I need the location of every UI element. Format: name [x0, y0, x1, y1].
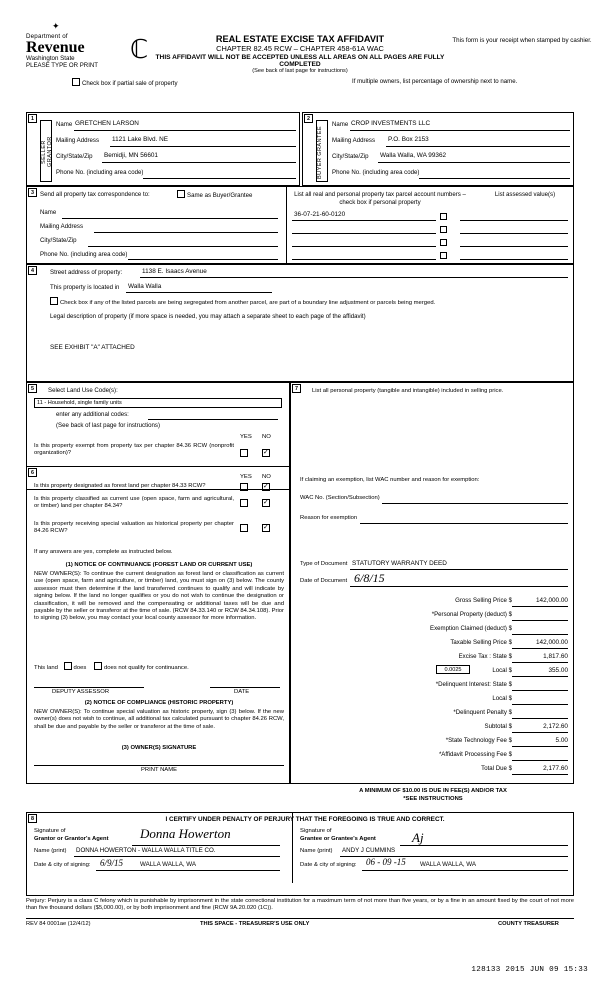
same-as-buyer-row[interactable] [177, 190, 252, 199]
does-label: does [73, 665, 87, 671]
m-rule-5 [512, 676, 568, 677]
excise-tax-local-label: Local $ [492, 667, 512, 674]
affidavit-processing-fee-label: *Affidavit Processing Fee $ [438, 751, 512, 758]
s5-no-label: NO [262, 434, 271, 440]
seller-side-label: SELLER GRANTOR [41, 136, 53, 168]
section-8-number: 8 [28, 814, 37, 823]
title-line-1: REAL ESTATE EXCISE TAX AFFIDAVIT [215, 34, 385, 44]
street-address-label: Street address of property: [50, 269, 123, 276]
send-correspondence-label: Send all property tax correspondence to: [40, 191, 150, 198]
grantee-city-value[interactable]: WALLA WALLA, WA [420, 861, 477, 868]
reason-label: Reason for exemption [300, 515, 358, 521]
located-in-value[interactable]: Walla Walla [128, 283, 162, 290]
gross-selling-price-value[interactable]: 142,000.00 [536, 597, 568, 604]
grantee-signature[interactable]: Aj [412, 830, 424, 845]
buyer-name-label: Name [332, 121, 349, 128]
parcel-rule-1 [292, 233, 436, 234]
see-instructions-note: *SEE INSTRUCTIONS [403, 796, 463, 802]
grantor-sig-label: Signature of [34, 828, 66, 834]
parcel-number-0[interactable]: 36-07-21-60-0120 [294, 211, 346, 218]
historic-question: Is this property receiving special valuation as historical property per chapter 84.26 RCW? [34, 521, 234, 535]
seller-citystate-label: City/State/Zip [56, 153, 93, 160]
see-back-label: (See back of last page for instructions) [56, 422, 160, 429]
m-rule-8 [512, 718, 568, 719]
assessed-rule-0 [460, 220, 568, 221]
buyer-citystate-label: City/State/Zip [332, 153, 369, 160]
s3-phone-rule [128, 259, 278, 260]
buyer-name-rule [350, 130, 570, 131]
doc-type-rule [350, 569, 568, 570]
s6-no-label: NO [262, 474, 271, 480]
grantee-date-value[interactable]: 06 - 09 -15 [366, 857, 406, 867]
receipt-note: This form is your receipt when stamped by cashier. [452, 37, 592, 44]
section-3-number: 3 [28, 188, 37, 197]
segregated-label: Check box if any of the listed parcels are being segregated from another parcel, are part of a boundary line adjustment or parcels being merged. [60, 300, 436, 306]
doc-date-value[interactable]: 6/8/15 [354, 571, 385, 585]
s3-name-label: Name [40, 209, 57, 216]
footer-rule [26, 918, 574, 919]
m-rule-9 [512, 732, 568, 733]
section-1-number: 1 [28, 114, 37, 123]
title-line-4: (See back of last page for instructions) [252, 68, 348, 74]
s3-mailing-rule [94, 232, 278, 233]
if-any-yes-note: If any answers are yes, complete as instructed below. [34, 549, 173, 555]
sec3-divider [286, 187, 287, 263]
segregated-checkbox[interactable] [50, 297, 58, 305]
perjury-note [26, 898, 574, 913]
section-6-box [26, 466, 290, 784]
does-not-label: does not qualify for continuance. [103, 665, 189, 671]
located-in-label: This property is located in [50, 284, 120, 291]
buyer-mailing-value[interactable]: P.O. Box 2153 [388, 136, 429, 143]
section-5-number: 5 [28, 384, 37, 393]
seller-phone-label: Phone No. (including area code) [56, 169, 144, 176]
segregated-row[interactable] [50, 297, 560, 306]
revision-label: REV 84 0001ae (12/4/12) [26, 921, 91, 927]
grantee-sig-rule [400, 845, 568, 846]
buyer-side-label: BUYER GRANTEE [317, 125, 323, 179]
s6-yes-label: YES [240, 474, 252, 480]
street-rule [140, 277, 568, 278]
seller-name-label: Name [56, 121, 73, 128]
s5-yes-label: YES [240, 434, 252, 440]
m-rule-0 [512, 606, 568, 607]
section-6-number: 6 [28, 468, 37, 477]
forest-land-question: Is this property designated as forest land per chapter 84.33 RCW? [34, 483, 206, 489]
grantor-date-rule [96, 870, 280, 871]
doc-date-label: Date of Document [300, 578, 348, 584]
assessor-date-rule[interactable] [210, 687, 280, 688]
land-use-code-select[interactable]: 11 - Household, single family units [34, 398, 282, 408]
grantor-name-value[interactable]: DONNA HOWERTON - WALLA WALLA TITLE CO. [76, 847, 216, 854]
grantee-name-label: Name (print) [300, 848, 333, 854]
forest-land-no-checkbox[interactable] [262, 483, 270, 491]
local-rate-value[interactable]: 0.0025 [436, 665, 470, 674]
personal-property-checkbox-3[interactable] [440, 252, 447, 259]
doc-date-rule [350, 586, 568, 587]
assessor-date-label: DATE [234, 689, 250, 695]
seller-citystate-rule [102, 162, 296, 163]
reason-rule[interactable] [360, 523, 568, 524]
grantee-sig-who: Grantee or Grantee's Agent [300, 836, 376, 842]
deputy-assessor-rule[interactable] [34, 687, 144, 688]
grantor-date-value[interactable]: 6/9/15 [100, 858, 124, 868]
assessed-rule-2 [460, 246, 568, 247]
continuance-heading: (1) NOTICE OF CONTINUANCE (FOREST LAND OR CURRENT USE) [65, 562, 253, 568]
buyer-citystate-value[interactable]: Walla Walla, WA 99362 [380, 152, 447, 159]
minimum-due-note: A MINIMUM OF $10.00 IS DUE IN FEE(S) AND/OR TAX [359, 788, 507, 794]
title-line-2: CHAPTER 82.45 RCW – CHAPTER 458-61A WAC [216, 44, 384, 53]
partial-sale-row[interactable] [72, 78, 178, 87]
additional-codes-rule [148, 419, 278, 420]
personal-property-checkbox-2[interactable] [440, 239, 447, 246]
historic-no-checkbox[interactable] [262, 524, 270, 532]
this-land-label: This land [34, 665, 58, 671]
total-due-value[interactable]: 2,177.60 [543, 765, 568, 772]
exempt-yes-checkbox[interactable] [240, 449, 248, 457]
s3-citystate-label: City/State/Zip [40, 237, 77, 244]
section-4-box [26, 264, 574, 382]
state-label: Washington State [26, 55, 75, 62]
seller-name-rule [74, 130, 296, 131]
m-rule-11 [512, 760, 568, 761]
wac-number-label: WAC No. (Section/Subsection) [300, 495, 380, 501]
land-use-title: Select Land Use Code(s): [48, 387, 118, 394]
buyer-phone-label: Phone No. (including area code) [332, 169, 420, 176]
title-line-3: THIS AFFIDAVIT WILL NOT BE ACCEPTED UNLESS ALL AREAS ON ALL PAGES ARE FULLY COMPLETED [155, 54, 445, 68]
delinquent-interest-state-label: *Delinquent Interest: State $ [435, 681, 512, 688]
grantor-date-label: Date & city of signing: [34, 862, 91, 868]
excise-tax-local-value[interactable]: 355.00 [548, 667, 568, 674]
parcel-rule-0 [292, 220, 436, 221]
continuance-paragraph: NEW OWNER(S): To continue the current designation as forest land or classification as current use (open space, farm and agriculture, or timber) land, you must sign on (3) below. The county assessor must then determine if the land transferred continues to qualify and will indicate by signing below. If the land no longer qualifies or you do not wish to continue the designation or classification, it will be removed and the compensating or additional taxes will be due and payable by the seller or transferor at the time of sale. (RCW 84.33.140 or RCW 84.34.108). Prior to signing (3) below, you may contact your local county assessor for more information. [34, 571, 284, 622]
m-rule-1 [512, 620, 568, 621]
excise-tax-state-value[interactable]: 1,817.60 [543, 653, 568, 660]
county-treasurer-label: COUNTY TREASURER [498, 921, 559, 927]
dept-label: Department of [26, 33, 68, 40]
compliance-paragraph: NEW OWNER(S): To continue special valuation as historic property, sign (3) below. If the new owner(s) does not wish to continue, all additional tax calculated pursuant to chapter 84.26 RCW, shall be due and payable by the seller or transferor at the time of sale. [34, 709, 284, 730]
seller-name-value[interactable]: GRETCHEN LARSON [75, 120, 139, 127]
grantee-date-label: Date & city of signing: [300, 862, 357, 868]
subtotal-value[interactable]: 2,172.60 [543, 723, 568, 730]
s3-citystate-rule [88, 246, 278, 247]
parcel-rule-3 [292, 259, 436, 260]
doc-type-value[interactable]: STATUTORY WARRANTY DEED [352, 560, 447, 567]
m-rule-6 [512, 690, 568, 691]
assessed-rule-1 [460, 233, 568, 234]
legal-description-value[interactable]: SEE EXHIBIT "A" ATTACHED [50, 344, 135, 351]
doc-type-label: Type of Document [300, 561, 348, 567]
state-technology-fee-value[interactable]: 5.00 [555, 737, 568, 744]
grantee-date-rule [362, 870, 568, 871]
treasurer-stamp: 128133 2015 JUN 09 15:33 [471, 966, 588, 974]
exemption-claim-label: If claiming an exemption, list WAC number and reason for exemption: [300, 477, 480, 483]
grantor-sig-who: Grantor or Grantor's Agent [34, 836, 109, 842]
partial-sale-checkbox[interactable] [72, 78, 80, 86]
street-address-value[interactable]: 1138 E. Isaacs Avenue [142, 268, 207, 275]
grantor-name-rule [74, 856, 280, 857]
seller-mailing-value[interactable]: 1121 Lake Blvd. NE [112, 136, 169, 143]
taxable-selling-price-label: Taxable Selling Price $ [450, 639, 512, 646]
does-not-qualify-checkbox[interactable] [94, 662, 102, 670]
swirl-icon: ℂ [130, 35, 149, 64]
deputy-assessor-label: DEPUTY ASSESSOR [52, 689, 110, 695]
buyer-mailing-label: Mailing Address [332, 137, 376, 144]
located-rule [126, 292, 272, 293]
assessed-rule-3 [460, 259, 568, 260]
this-land-row[interactable] [34, 662, 189, 671]
parcel-numbers-header: List all real and personal property tax parcel account numbers – check box if personal property [294, 191, 466, 206]
grantor-signature[interactable]: Donna Howerton [140, 826, 231, 841]
buyer-phone-rule [419, 178, 570, 179]
s3-mailing-label: Mailing Address [40, 223, 84, 230]
form-title [150, 34, 450, 74]
grantor-sig-rule [132, 845, 280, 846]
personal-property-deduct-label: *Personal Property (deduct) $ [431, 611, 512, 618]
m-rule-2 [512, 634, 568, 635]
s3-name-rule [62, 218, 278, 219]
section-4-number: 4 [28, 266, 37, 275]
type-or-print-label: PLEASE TYPE OR PRINT [26, 62, 99, 69]
personal-property-checkbox-0[interactable] [440, 213, 447, 220]
excise-tax-state-label: Excise Tax : State $ [458, 653, 512, 660]
s3-phone-label: Phone No. (including area code) [40, 251, 128, 258]
section-2-number: 2 [304, 114, 313, 123]
revenue-label: Revenue [26, 39, 85, 56]
sec8-divider [292, 813, 293, 883]
buyer-name-value[interactable]: CROP INVESTMENTS LLC [351, 120, 431, 127]
current-use-question: Is this property classified as current use (open space, farm and agricultural, or timber) land per chapter 84.34? [34, 496, 234, 510]
gross-selling-price-label: Gross Selling Price $ [455, 597, 512, 604]
assessed-values-header: List assessed value(s) [494, 191, 556, 198]
current-use-no-checkbox[interactable] [262, 499, 270, 507]
partial-sale-label: Check box if partial sale of property [82, 80, 178, 87]
same-as-buyer-label: Same as Buyer/Grantee [187, 192, 253, 199]
delinquent-interest-local-label: Local $ [492, 695, 512, 702]
perjury-text: Perjury: Perjury is a class C felony which is punishable by imprisonment in the state correctional institution for a maximum term of not more than five years, or by a fine in an amount fixed by the court of not more than five thousand dollars ($5,000.00), or by both imprisonment and fine (RCW 9A.20.020 (1C)). [26, 898, 574, 912]
historic-yes-checkbox[interactable] [240, 524, 248, 532]
owner-signature-rule[interactable] [34, 765, 284, 766]
print-name-label: PRINT NAME [141, 767, 177, 773]
exempt-question: Is this property exempt from property tax per chapter 84.36 RCW (nonprofit organization)? [34, 443, 234, 457]
buyer-mailing-rule [386, 146, 570, 147]
m-rule-12 [512, 774, 568, 775]
grantee-name-value[interactable]: ANDY J CUMMINS [342, 847, 396, 854]
m-rule-3 [512, 648, 568, 649]
additional-codes-label: enter any additional codes: [56, 411, 129, 418]
treasurer-space-label: THIS SPACE - TREASURER'S USE ONLY [200, 921, 310, 927]
state-technology-fee-label: *State Technology Fee $ [445, 737, 512, 744]
section-7-number: 7 [292, 384, 301, 393]
m-rule-7 [512, 704, 568, 705]
forest-land-yes-checkbox[interactable] [240, 483, 248, 491]
seller-mailing-label: Mailing Address [56, 137, 100, 144]
multiple-owners-note: If multiple owners, list percentage of ownership next to name. [352, 78, 518, 85]
total-due-label: Total Due $ [481, 765, 512, 772]
star-icon: ✦ [52, 21, 60, 31]
seller-phone-rule [143, 178, 296, 179]
grantee-sig-label: Signature of [300, 828, 332, 834]
seller-mailing-rule [110, 146, 296, 147]
certify-statement: I CERTIFY UNDER PENALTY OF PERJURY THAT THE FOREGOING IS TRUE AND CORRECT. [165, 816, 445, 823]
wac-number-rule[interactable] [382, 503, 568, 504]
same-as-buyer-checkbox[interactable] [177, 190, 185, 198]
delinquent-penalty-label: *Delinquent Penalty $ [453, 709, 512, 716]
exempt-no-checkbox[interactable] [262, 449, 270, 457]
taxable-selling-price-value[interactable]: 142,000.00 [536, 639, 568, 646]
m-rule-4 [512, 662, 568, 663]
m-rule-10 [512, 746, 568, 747]
form-header [0, 0, 600, 108]
subtotal-label: Subtotal $ [484, 723, 512, 730]
seller-citystate-value[interactable]: Bemidji, MN 56601 [104, 152, 158, 159]
owners-signature-heading: (3) OWNER(S) SIGNATURE [121, 745, 197, 751]
exemption-claimed-label: Exemption Claimed (deduct) $ [430, 625, 512, 632]
personal-property-label: List all personal property (tangible and intangible) included in selling price. [312, 388, 504, 394]
does-qualify-checkbox[interactable] [64, 662, 72, 670]
personal-property-checkbox-1[interactable] [440, 226, 447, 233]
grantor-name-label: Name (print) [34, 848, 67, 854]
buyer-citystate-rule [378, 162, 570, 163]
grantor-city-value[interactable]: WALLA WALLA, WA [140, 861, 197, 868]
legal-description-label: Legal description of property (if more space is needed, you may attach a separate sheet to each page of the affidavit) [50, 313, 366, 320]
current-use-yes-checkbox[interactable] [240, 499, 248, 507]
parcel-rule-2 [292, 246, 436, 247]
compliance-heading: (2) NOTICE OF COMPLIANCE (HISTORIC PROPERTY) [84, 700, 234, 706]
